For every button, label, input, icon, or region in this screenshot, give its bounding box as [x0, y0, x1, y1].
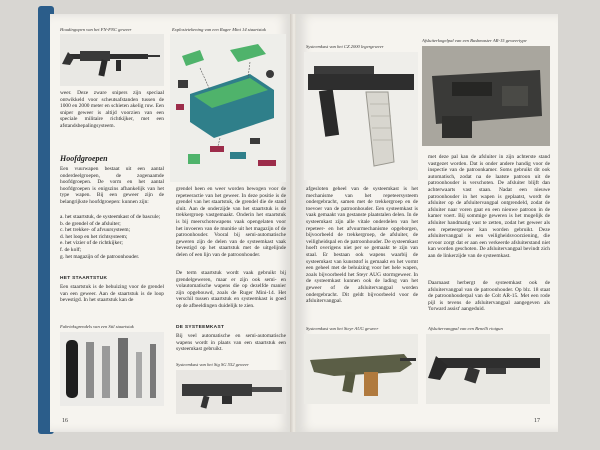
caption-parts-photo: Fabrieksgrendels van een Stil staartstuk — [60, 324, 134, 329]
sig-receiver-illustration — [176, 370, 286, 414]
caption-fn-rifle: Houdingopen van het FN-FNC geweer — [60, 27, 132, 32]
list-item: f. de kolf; — [60, 246, 82, 253]
caption-steyr-aug: Systeemkast van het Steyr AUG geweer — [306, 326, 379, 331]
sig-receiver-photo — [176, 370, 286, 414]
page-number-right: 17 — [534, 418, 540, 424]
cz-receiver-illustration — [304, 52, 418, 180]
hoofdgroepen-list — [60, 214, 164, 260]
staartstuk-paragraph: Een staartstuk is de behuizing voor de grendel van een geweer. Aan de staartstuk is de loop bevestigd. In het staartstuk kan de — [60, 284, 164, 304]
benelli-receiver-illustration — [426, 334, 550, 404]
caption-benelli: Afsluitervangpal van een Benelli riotgun — [428, 326, 503, 331]
caption-sig-receiver: Systeemkast van het Sig SG 552 geweer — [176, 362, 249, 367]
hoofdgroepen-paragraph: Een vuurwapen bestaat uit een aantal onderdeelgroepen, de zogenaamde hoofdgroepen. De vorm en het aantal hoofdgroepen is enigszins afhankelijk van het type wapen. Bij een geweer zijn de belangrijkste hoofdgroepen: kunnen zijn: — [60, 166, 164, 205]
caption-ar15-receiver: Afsluiterkogelpal van een Bushmaster AR-15 geweertype — [422, 38, 527, 43]
right-page — [296, 14, 558, 432]
cz-receiver-photo — [304, 52, 418, 180]
systeemkast-right-paragraph: afgesloten geheel van de systeemkast is het mechanisme van het repeteersysteem ondergebracht, samen met de trekkergroep en de toevoer van de patroonhouder. Een systeemkast is vaak gemaakt van gestanste plaatstalen delen. In de systeemkast zijn alle vitale onderdelen van het repeteer- en het afvuurmechanisme opgeborgen, bijvoorbeeld de trekkergroep, de afsluiter, de veiligheidspal en de patroonhouder. De systeemkast hoeft overigens niet per se gemaakt te zijn van staal. Er bestaan ook wapens waarbij de systeemkast van kunststof is gemaakt en het vormt een geheel met de behuizing voor het hele wapen, zoals bijvoorbeeld het Steyr AUG stormgeweer. In de systeemkast kunnen ook de lading van het geweer of de afsluitervangpal worden ondergebracht. Dit geldt bijvoorbeeld voor de afsluitervangpal. — [306, 186, 418, 305]
fn-rifle-illustration — [60, 34, 164, 86]
ar15-receiver-illustration — [422, 46, 550, 146]
list-item: b. de grendel of de afsluiter; — [60, 220, 121, 227]
fn-rifle-photo — [60, 34, 164, 86]
staartstuk-continuation: grendel heen en weer worden bewogen voor de repeteeractie van het geweer. In deze positie is de grendel van het staartstuk, de grendel die de stand sluit. Aan de onderzijde van het staartstuk is de trekkergroep vastgemaakt. Onderin het staartstuk is bij meerschotswapens vaak opengelaten voor het invoeren van de munitie uit het magazijn of de patroonhouder. Vooral bij semi-automatische geweren zijn de delen van de systeemkast vaak bevestigd op het staartstuk met de uitgelijnde delen of een lijn van de patroonhouder. — [176, 186, 286, 258]
systeemkast-paragraph: Bij veel automatische en semi-automatische wapens wordt in plaats van een staartstuk een systeemkast gebruikt. — [176, 333, 286, 353]
exploded-parts-illustration — [170, 34, 286, 182]
benelli-receiver-photo — [426, 334, 550, 404]
heading-hoofdgroepen: Hoofdgroepen — [60, 154, 108, 163]
list-item: g. het magazijn of de patroonhouder. — [60, 253, 140, 260]
subhead-staartstuk: HET STAARTSTUK — [60, 276, 108, 281]
bolt-parts-photo — [60, 332, 164, 406]
ar15-receiver-photo — [422, 46, 550, 146]
list-item: a. het staartstuk, de systeemkast of de bascule; — [60, 214, 161, 220]
afsluitervangpal-paragraph: met deze pal kan de afsluiter in zijn achterste stand vastgezet worden. Dat is onder andere handig voor de inspectie van de patroonkamer. Soms gebruikt dit ook automatisch, zodat na de laatste patroon uit de patroonhouder is verschoten. De afsluiter blijft dan achterwaarts vast staan. Nadat een nieuwe patroonhouder in het wapen is geplaatst, wordt de afsluiter op de afsluitervangpal ontgrendeld, zodat de afsluiter naar voren gaat en een nieuwe patroon in de kamer voert. Bij sommige geweren is het mogelijk de afsluiter handmatig vast te zetten, zodat het geweer als een repeteergeweer kan worden gebruikt. Deze afsluitervangpal is een veiligheidsvoorziening, die ervoor zorgt dat er aan een verkeerde afsluiterstand niet kan worden geschoten. De afsluitervangpal bevindt zich aan de linkerzijde van de systeemkast. — [428, 154, 550, 259]
intro-paragraph: weer. Deze zware snipers zijn speciaal ontwikkeld voor scheutsafstanden tussen de 1000 en 2000 meter en schieten akelig ruw. Een sniper geweer is altijd voorzien van een speciale militaire richtkijker, met een afstandsbepalingsysteem. — [60, 90, 164, 129]
caption-ruger-drawing: Explosietekening van een Ruger Mini 14 staartstuk — [172, 27, 266, 32]
list-item: d. het loop en het richtsysteem; — [60, 233, 128, 240]
ruger-exploded-drawing — [170, 34, 286, 182]
page-number-left: 16 — [62, 418, 68, 424]
caption-cz-receiver: Systeemkast van het CZ 2000 legergeweer — [306, 44, 384, 49]
left-page — [50, 14, 292, 432]
steyr-aug-photo — [304, 334, 418, 404]
list-item: c. het trekker- of afvuursysteem; — [60, 227, 131, 234]
patroonhouderpal-paragraph: Daarnaast herbergt de systeemkast ook de afsluitervangpal van de patroonhouder. Op blz. 18 staat de patroonhouderpal van de Colt AR-15. Met een rode pijl is tevens de afsluitervangpal aangegeven als 'forward assist' aangeduid. — [428, 280, 550, 313]
steyr-aug-illustration — [304, 334, 418, 404]
subhead-systeemkast: DE SYSTEEMKAST — [176, 325, 225, 330]
list-item: e. het vizier of de richtkijker; — [60, 240, 123, 247]
bolt-parts-illustration — [60, 332, 164, 406]
staartstuk-comparison: De term staartstuk wordt vaak gebruikt bij grendelgeweren, maar er zijn ook semi- en volautomatische wapens die op dezelfde manier zijn opgebouwd, zoals de Ruger Mini-14. Het verschil tussen staartstuk en systeemkast is goed op de afbeeldingen duidelijk te zien. — [176, 270, 286, 309]
